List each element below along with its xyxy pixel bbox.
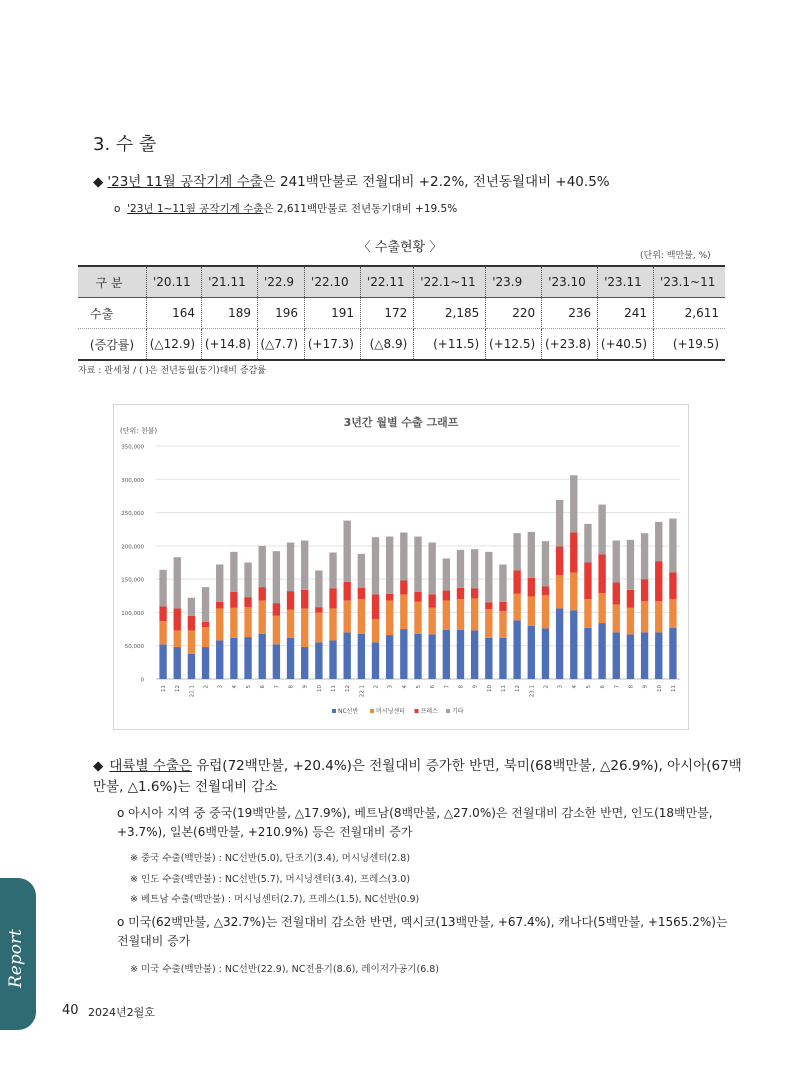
bar-segment — [202, 622, 209, 627]
sub-bullet-cumulative — [114, 201, 457, 216]
bar-segment — [485, 638, 492, 679]
bar-segment — [471, 549, 478, 588]
table-cell: (+19.5) — [654, 329, 725, 361]
bar-segment — [655, 561, 662, 601]
bar-segment — [259, 600, 266, 633]
circle-bullet-icon: o — [117, 915, 125, 929]
bar-segment — [372, 594, 379, 619]
bar-segment — [244, 563, 251, 598]
x-tick-label: 9 — [472, 685, 479, 689]
bar-segment — [627, 540, 634, 590]
bullet-continent — [93, 756, 743, 798]
bar-segment — [513, 620, 520, 679]
table-cell: (△8.9) — [360, 329, 413, 361]
bar-segment — [598, 623, 605, 679]
bar-segment — [627, 634, 634, 679]
bar-segment — [372, 619, 379, 642]
bar-segment — [584, 524, 591, 563]
table-cell: (+11.5) — [414, 329, 486, 361]
x-tick-label: 10 — [656, 685, 663, 692]
table-cell: 164 — [147, 298, 202, 329]
x-tick-label: 8 — [458, 685, 465, 689]
monthly-export-chart — [113, 404, 689, 730]
x-tick-label: 10 — [486, 685, 493, 692]
bar-segment — [457, 630, 464, 679]
x-tick-label: 11 — [670, 685, 677, 692]
x-tick-label: 10 — [316, 685, 323, 692]
bar-segment — [159, 570, 166, 607]
table-source: 자료 : 관세청 / ( )은 전년동월(동기)대비 증감률 — [78, 366, 266, 376]
bar-segment — [528, 596, 535, 625]
x-tick-label: 5 — [585, 685, 592, 689]
chart-title: 3년간 월별 수출 그래프 — [343, 416, 459, 429]
header-cell: '22.11 — [360, 266, 413, 298]
legend-label: NC선반 — [338, 708, 359, 715]
bar-segment — [344, 582, 351, 601]
note-vietnam: ※ 베트남 수출(백만불) : 머시닝센터(2.7), 프레스(1.5), NC선반(0.9) — [130, 894, 420, 905]
table-cell: 189 — [202, 298, 258, 329]
bar-segment — [471, 588, 478, 598]
bar-segment — [485, 609, 492, 638]
bar-segment — [174, 647, 181, 679]
x-tick-label: 5 — [246, 685, 253, 689]
bar-segment — [358, 634, 365, 679]
bar-segment — [202, 587, 209, 622]
bar-segment — [428, 543, 435, 595]
x-tick-label: 21.1 — [189, 685, 196, 698]
table-cell: 236 — [542, 298, 598, 329]
x-tick-label: 12 — [345, 685, 352, 692]
bar-segment — [188, 630, 195, 653]
bar-segment — [372, 537, 379, 594]
bar-segment — [499, 638, 506, 679]
bar-segment — [344, 521, 351, 582]
bullet-export-summary — [93, 170, 610, 190]
table-cell: 2,611 — [654, 298, 725, 329]
x-tick-label: 11 — [161, 685, 168, 692]
table-title: 〈 수출현황 〉 — [357, 240, 443, 255]
bar-segment — [513, 594, 520, 621]
y-tick-label: 50,000 — [124, 644, 144, 651]
header-cell: '22.9 — [258, 266, 305, 298]
bar-segment — [485, 602, 492, 609]
x-tick-label: 2 — [373, 685, 380, 689]
bar-segment — [499, 602, 506, 611]
legend-swatch — [415, 709, 419, 713]
issue-label: 2024년2월호 — [88, 1006, 155, 1019]
y-tick-label: 150,000 — [121, 577, 144, 584]
bar-segment — [301, 590, 308, 609]
x-tick-label: 11 — [500, 685, 507, 692]
y-tick-label: 350,000 — [121, 444, 144, 451]
bar-segment — [216, 640, 223, 679]
bar-segment — [301, 541, 308, 590]
y-tick-label: 100,000 — [121, 610, 144, 617]
x-tick-label: 7 — [274, 685, 281, 689]
legend-swatch — [370, 709, 374, 713]
bar-segment — [159, 606, 166, 621]
bar-segment — [542, 628, 549, 679]
bar-segment — [584, 563, 591, 600]
table-unit: (단위: 백만불, %) — [640, 251, 711, 261]
x-tick-label: 7 — [444, 685, 451, 689]
legend-swatch — [332, 709, 336, 713]
x-tick-label: 5 — [416, 685, 422, 689]
table-cell: 241 — [598, 298, 654, 329]
header-cell: '23.9 — [486, 266, 542, 298]
diamond-bullet-icon: ◆ — [93, 758, 104, 774]
bar-segment — [627, 590, 634, 608]
bar-segment — [457, 588, 464, 599]
bar-segment — [627, 608, 634, 635]
legend-label: 기타 — [452, 708, 464, 715]
bar-segment — [358, 599, 365, 634]
bar-segment — [344, 632, 351, 679]
bar-segment — [443, 630, 450, 679]
bar-segment — [528, 578, 535, 597]
bar-segment — [414, 634, 421, 679]
bar-segment — [570, 475, 577, 532]
table-cell: 196 — [258, 298, 305, 329]
bar-segment — [329, 588, 336, 608]
x-tick-label: 4 — [571, 685, 578, 689]
x-tick-label: 2 — [543, 685, 550, 689]
bar-segment — [400, 629, 407, 679]
sub-bullet-america — [117, 913, 737, 951]
bar-segment — [669, 599, 676, 628]
bar-segment — [315, 607, 322, 612]
bar-segment — [273, 603, 280, 616]
bar-segment — [259, 587, 266, 600]
bar-segment — [471, 630, 478, 679]
bar-segment — [513, 533, 520, 570]
header-cell: '23.10 — [542, 266, 598, 298]
bar-segment — [542, 541, 549, 586]
bar-segment — [641, 579, 648, 601]
bar-segment — [613, 604, 620, 632]
bar-segment — [513, 570, 520, 593]
bar-segment — [457, 550, 464, 588]
bar-segment — [570, 572, 577, 610]
x-tick-label: 9 — [302, 685, 309, 689]
bullet-underlined-text: 대륙별 수출은 — [109, 758, 192, 774]
table-cell: 172 — [360, 298, 413, 329]
bar-segment — [669, 628, 676, 679]
table-header-row — [78, 266, 725, 298]
table-cell: (△7.7) — [258, 329, 305, 361]
bar-segment — [471, 598, 478, 630]
bar-segment — [598, 593, 605, 623]
bar-segment — [598, 505, 605, 555]
bar-segment — [414, 537, 421, 592]
bar-segment — [230, 552, 237, 592]
bar-segment — [174, 630, 181, 647]
bar-segment — [174, 557, 181, 608]
bar-segment — [584, 599, 591, 628]
bar-segment — [443, 590, 450, 600]
table-cell: 220 — [486, 298, 542, 329]
x-tick-label: 3 — [557, 685, 564, 689]
bar-segment — [641, 632, 648, 679]
table-cell: (+12.5) — [486, 329, 542, 361]
x-tick-label: 6 — [600, 685, 607, 689]
x-tick-label: 8 — [628, 685, 635, 689]
legend-label: 프레스 — [420, 708, 438, 715]
bar-segment — [499, 564, 506, 601]
table-cell: (△12.9) — [147, 329, 202, 361]
bar-segment — [641, 601, 648, 632]
header-cell: '22.1~11 — [414, 266, 486, 298]
bar-segment — [669, 519, 676, 573]
bar-segment — [188, 598, 195, 616]
bar-segment — [244, 607, 251, 637]
bar-segment — [287, 591, 294, 610]
y-tick-label: 0 — [140, 677, 144, 684]
bar-segment — [329, 640, 336, 679]
report-side-tab — [0, 878, 36, 1030]
sub-text: 미국(62백만불, △32.7%)는 전월대비 감소한 반면, 멕시코(13백만불, +67.4%), 캐나다(5백만불, +1565.2%)는 전월대비 증가 — [117, 915, 728, 948]
bar-segment — [315, 570, 322, 607]
bar-segment — [230, 592, 237, 608]
bar-segment — [414, 592, 421, 602]
bar-segment — [528, 626, 535, 679]
bar-segment — [556, 547, 563, 576]
bar-segment — [556, 608, 563, 679]
bar-segment — [499, 611, 506, 638]
bar-segment — [655, 601, 662, 632]
bar-segment — [528, 532, 535, 578]
row-label: (증감률) — [78, 329, 147, 361]
bar-segment — [598, 555, 605, 594]
bar-segment — [273, 551, 280, 603]
bar-segment — [216, 564, 223, 601]
circle-bullet-icon: o — [117, 806, 125, 820]
bar-segment — [372, 642, 379, 679]
bar-segment — [301, 647, 308, 679]
x-tick-label: 3 — [217, 685, 224, 689]
y-tick-label: 300,000 — [121, 477, 144, 484]
x-tick-label: 12 — [515, 685, 522, 692]
bar-segment — [230, 638, 237, 679]
table-cell: 191 — [305, 298, 361, 329]
bar-segment — [669, 572, 676, 599]
section-title: 3. 수 출 — [93, 134, 157, 155]
bar-segment — [428, 594, 435, 607]
bar-segment — [485, 552, 492, 603]
bar-segment — [570, 610, 577, 679]
bar-segment — [613, 632, 620, 679]
x-tick-label: 23.1 — [529, 685, 536, 698]
bar-segment — [273, 644, 280, 679]
bullet-text: 유럽(72백만불, +20.4%)은 전월대비 증가한 반면, 북미(68백만불, △26.9%), 아시아(67백만불, △1.6%)는 전월대비 감소 — [93, 758, 742, 795]
sub-text: 은 2,611백만불로 전년동기대비 +19.5% — [263, 203, 458, 215]
bar-segment — [655, 632, 662, 679]
note-india: ※ 인도 수출(백만불) : NC선반(5.7), 머시닝센터(3.4), 프레스(3.0) — [130, 874, 411, 885]
bar-segment — [358, 588, 365, 599]
bar-segment — [655, 522, 662, 561]
bar-segment — [159, 644, 166, 679]
bar-segment — [159, 621, 166, 644]
header-cell: '23.11 — [598, 266, 654, 298]
bar-segment — [386, 635, 393, 679]
bar-segment — [287, 543, 294, 592]
bar-segment — [244, 637, 251, 679]
x-tick-label: 12 — [175, 685, 182, 692]
bar-segment — [216, 602, 223, 609]
bar-segment — [443, 600, 450, 629]
bar-segment — [556, 575, 563, 608]
header-cell: 구 분 — [78, 266, 147, 298]
x-tick-label: 6 — [430, 685, 437, 689]
bar-segment — [400, 594, 407, 629]
bullet-text: 은 241백만불로 전월대비 +2.2%, 전년동월대비 +40.5% — [262, 174, 610, 190]
bar-segment — [400, 533, 407, 581]
bar-segment — [400, 580, 407, 594]
bar-segment — [542, 595, 549, 628]
bar-segment — [613, 582, 620, 604]
diamond-bullet-icon: ◆ — [93, 174, 104, 190]
bar-segment — [386, 537, 393, 594]
table-cell: (+40.5) — [598, 329, 654, 361]
y-tick-label: 200,000 — [121, 544, 144, 551]
bar-segment — [188, 616, 195, 631]
sub-text: 아시아 지역 중 중국(19백만불, △17.9%), 베트남(8백만불, △27.0%)은 전월대비 감소한 반면, 인도(18백만불, +3.7%), 일본(6백만불, +210.9%) 등은 전월대비 증가 — [117, 806, 713, 839]
table-cell: 2,185 — [414, 298, 486, 329]
circle-bullet-icon: o — [114, 203, 121, 215]
note-usa: ※ 미국 수출(백만불) : NC선반(22.9), NC전용기(8.6), 레이저가공기(6.8) — [130, 964, 440, 975]
bar-segment — [202, 627, 209, 647]
bar-segment — [244, 597, 251, 607]
header-cell: '21.11 — [202, 266, 258, 298]
bar-segment — [386, 600, 393, 635]
bar-segment — [386, 594, 393, 601]
x-tick-label: 7 — [614, 685, 621, 689]
x-tick-label: 6 — [260, 685, 267, 689]
y-axis-label: (단위: 천불) — [120, 427, 158, 435]
table-row-export — [78, 298, 725, 329]
bar-segment — [287, 638, 294, 679]
x-tick-label: 4 — [231, 685, 238, 689]
x-tick-label: 9 — [642, 685, 649, 689]
bar-segment — [457, 599, 464, 630]
bar-segment — [315, 642, 322, 679]
sub-underlined-text: '23년 1~11월 공작기계 수출 — [127, 203, 264, 215]
bar-segment — [344, 600, 351, 632]
bar-segment — [202, 647, 209, 679]
bar-segment — [216, 608, 223, 640]
x-tick-label: 22.1 — [359, 685, 366, 698]
x-tick-label: 2 — [203, 685, 210, 689]
bar-segment — [613, 541, 620, 583]
header-cell: '22.10 — [305, 266, 361, 298]
header-cell: '20.11 — [147, 266, 202, 298]
x-tick-label: 3 — [387, 685, 394, 689]
bar-segment — [259, 634, 266, 679]
x-tick-label: 8 — [288, 685, 295, 689]
bar-segment — [329, 608, 336, 640]
bar-segment — [259, 546, 266, 587]
bar-segment — [174, 608, 181, 630]
table-cell: (+17.3) — [305, 329, 361, 361]
side-tab-label: Report — [6, 929, 26, 988]
bar-segment — [570, 533, 577, 573]
chart-canvas — [114, 405, 688, 729]
bar-segment — [414, 602, 421, 634]
legend-label: 머시닝센터 — [376, 708, 405, 715]
export-table — [78, 265, 725, 361]
sub-bullet-asia — [117, 804, 737, 842]
bar-segment — [358, 554, 365, 588]
bar-segment — [556, 500, 563, 547]
bar-segment — [428, 608, 435, 635]
bar-segment — [301, 608, 308, 647]
y-tick-label: 250,000 — [121, 511, 144, 518]
row-label: 수출 — [78, 298, 147, 329]
bar-segment — [188, 654, 195, 679]
bar-segment — [443, 559, 450, 591]
header-cell: '23.1~11 — [654, 266, 725, 298]
bullet-underlined-text: '23년 11월 공작기계 수출 — [107, 174, 263, 190]
page-number: 40 — [62, 1003, 79, 1018]
x-tick-label: 4 — [401, 685, 408, 689]
bar-segment — [428, 634, 435, 679]
bar-segment — [287, 610, 294, 638]
x-tick-label: 11 — [331, 685, 338, 692]
table-cell: (+23.8) — [542, 329, 598, 361]
table-row-change — [78, 329, 725, 361]
bar-segment — [315, 612, 322, 642]
bar-segment — [329, 553, 336, 589]
bar-segment — [230, 608, 237, 638]
table-cell: (+14.8) — [202, 329, 258, 361]
note-china: ※ 중국 수출(백만불) : NC선반(5.0), 단조기(3.4), 머시닝센터(2.8) — [130, 853, 411, 864]
bar-segment — [641, 533, 648, 579]
bar-segment — [542, 586, 549, 595]
bar-segment — [584, 628, 591, 679]
legend-swatch — [446, 709, 450, 713]
bar-segment — [273, 616, 280, 645]
